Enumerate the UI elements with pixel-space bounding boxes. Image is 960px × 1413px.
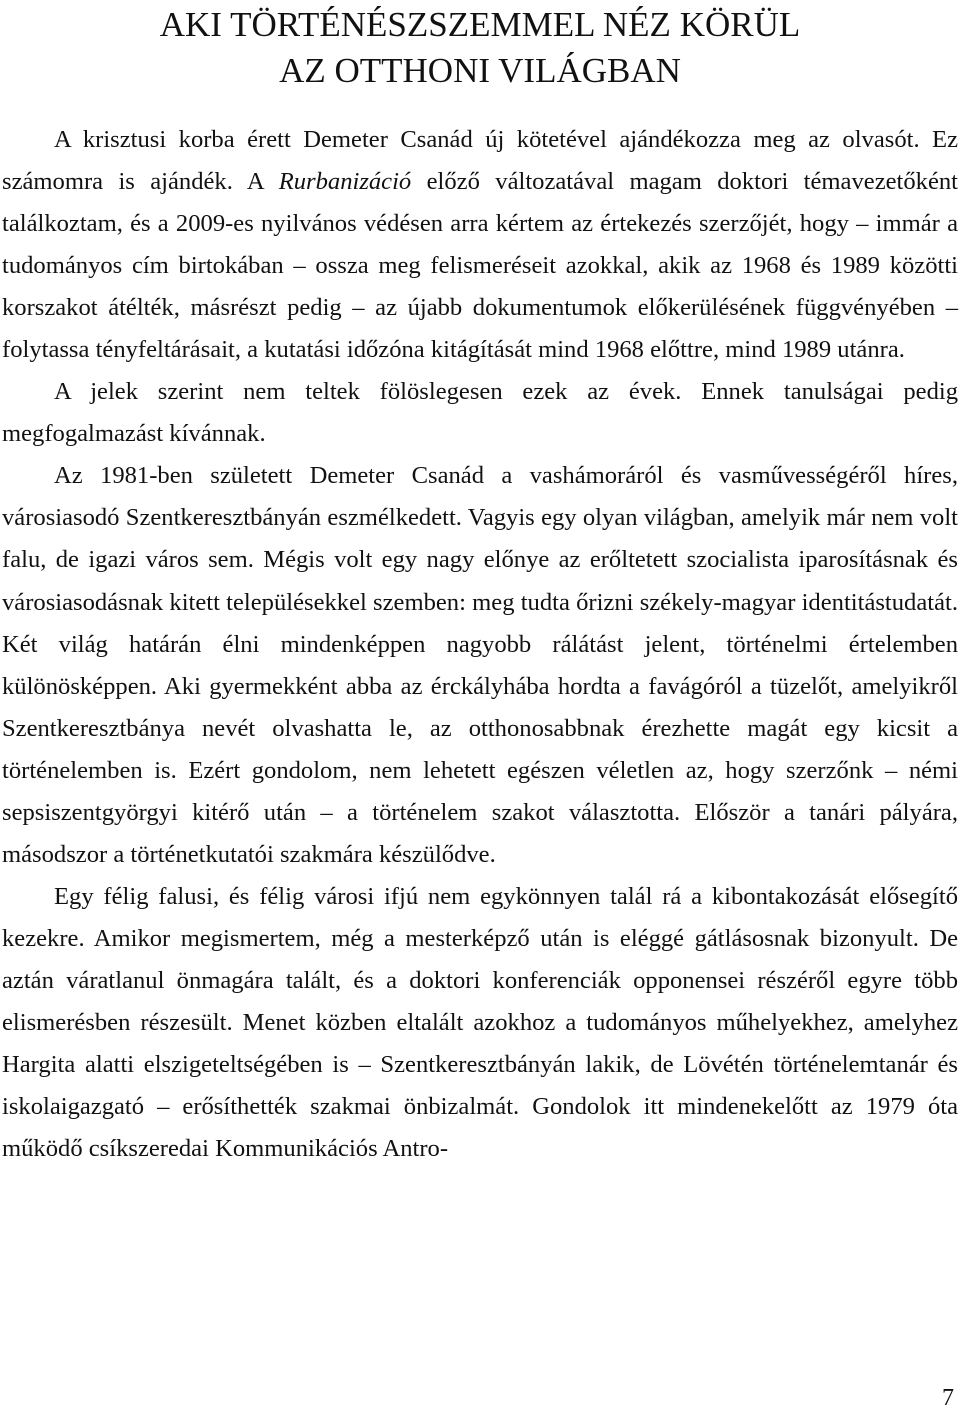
paragraph-1-text-end: előző változatával magam doktori témavezetőként találkoztam, és a 2009-es nyilvános védésen arra kértem az értekezés szerzőjét, hogy – immár a tudományos cím birtokában – ossza meg felismeréseit azokkal, akik az 1968 és 1989 közötti korszakot átélték, másrészt pedig – az újabb dokumentumok előkerülésének függvényében – folytassa tényfeltárásait, a kutatási időzóna kitágítását mind 1968 előttre, mind 1989 utánra.	[2, 168, 958, 364]
paragraph-1-text-start: A krisztusi korba érett Demeter Csanád új kötetével ajándékozza meg az olvasót. Ez számomra is ajándék. A	[2, 126, 958, 196]
page-number: 7	[942, 1385, 954, 1411]
paragraph-4: Egy félig falusi, és félig városi ifjú nem egykönnyen talál rá a kibontakozását elősegítő kezekre. Amikor megismertem, még a mesterképző után is eléggé gátlásosnak bizonyult. De aztán váratlanul önmagára talált, és a doktori konferenciák opponensei részéről egyre több elismerésben részesült. Menet közben eltalált azokhoz a tudományos műhelyekhez, amelyhez Hargita alatti elszigeteltségében is – Szentkeresztbányán lakik, de Lövétén történelemtanár és iskolaigazgató – erősíthették szakmai önbizalmát. Gondolok itt mindenekelőtt az 1979 óta működő csíkszeredai Kommunikációs Antro-	[2, 882, 958, 1163]
book-title-rurbanizacio: Rurbanizáció	[278, 168, 412, 196]
chapter-title-line-1: AKI TÖRTÉNÉSZSZEMMEL NÉZ KÖRÜL	[159, 5, 801, 44]
paragraph-3: Az 1981-ben született Demeter Csanád a vashámoráról és vasművességéről híres, városiasodó Szentkeresztbányán eszmélkedett. Vagyis egy olyan világban, amelyik már nem volt falu, de igazi város sem. Mégis volt egy nagy előnye az erőltetett szocialista iparosításnak és városiasodásnak kitett településekkel szemben: meg tudta őrizni székely-magyar identitástudatát. Két világ határán élni mindenképpen nagyobb rálátást jelent, történelmi értelemben különösképpen. Aki gyermekként abba az érckályhába hordta a favágóról a tüzelőt, amelyikről Szentkeresztbánya nevét olvashatta le, az otthonosabbnak érezhette magát egy kicsit a történelemben is. Ezért gondolom, nem lehetett egészen véletlen az, hogy szerzőnk – némi sepsiszentgyörgyi kitérő után – a történelem szakot választotta. Először a tanári pályára, másodszor a történetkutatói szakmára készülődve.	[2, 462, 958, 868]
body-text	[2, 119, 958, 1170]
chapter-title-line-2: AZ OTTHONI VILÁGBAN	[279, 51, 681, 90]
paragraph-1	[2, 119, 958, 371]
chapter-title	[0, 0, 960, 94]
paragraph-2: A jelek szerint nem teltek fölöslegesen ezek az évek. Ennek tanulságai pedig megfogalmazást kívánnak.	[2, 378, 958, 448]
